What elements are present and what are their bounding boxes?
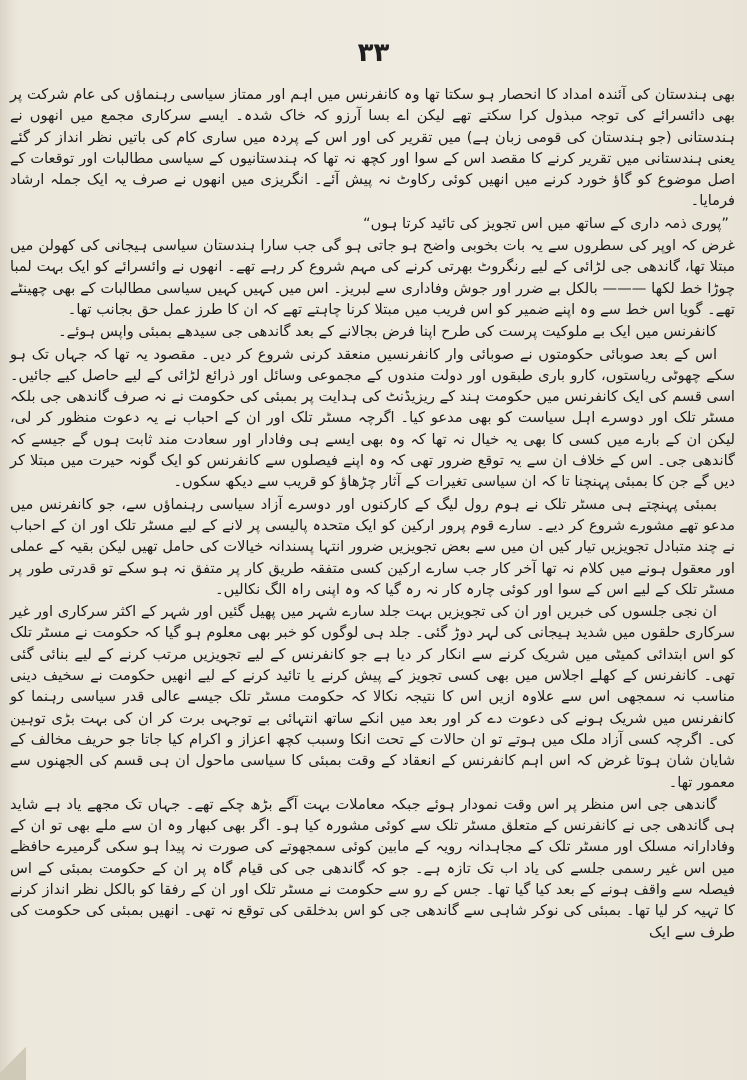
- paragraph: ان نجی جلسوں کی خبریں اور ان کی تجویزیں بہت جلد سارے شہر میں پھیل گئیں اور شہر کے اکثر سرکاری اور غیر سرکاری حلقوں میں شدید ہیجانی کی لہر دوڑ گئی۔ جلد ہی لوگوں کو خبر بھی معلوم ہو گیا کہ حکومت نے مسٹر تلک کو اس ابتدائی کمیٹی میں شریک کرنے سے انکار کر دیا ہے جو کانفرنس کے لیے تجویزیں مرتب کرنے کے لیے بنائی گئی تھی۔ کانفرنس کے کھلے اجلاس میں بھی کسی تجویز کے پیش کرنے یا تائید کرنے کے لیے انھیں حکومت نے سخیف دینی مناسب نہ سمجھی اس سے علاوہ ازیں اس کا نتیجہ نکالا کہ حکومت مسٹر تلک جیسے عالی قدر سیاسی رہنما کو کانفرنس میں شریک ہونے کی دعوت دے کر اور بعد میں انکے ساتھ انتہائی بے توجہی برت کر ان کی بہت بڑی توہین کی۔ اگرچہ کسی آزاد ملک میں ہوتے تو ان حالات کے تحت انکا وسبب کچھ اعزاز و اکرام کیا جاتا جو حریف مخالف کے شایان شان ہوتا غرض کہ اس اہم کانفرنس کے انعقاد کے وقت بمبئی کا سیاسی ماحول ان ہی قسم کی الجھنوں سے معمور تھا۔: [10, 603, 735, 791]
- page-number: ۳۳: [357, 38, 390, 68]
- paragraph: اس کے بعد صوبائی حکومتوں نے صوبائی وار کانفرنسیں منعقد کرنی شروع کر دیں۔ مقصود یہ تھا کہ جہاں تک ہو سکے چھوٹی ریاستوں، کارو باری طبقوں اور دولت مندوں کے مجموعی وسائل اور ذرائع لڑائی کے لیے حاصل کیے جائیں۔ اسی قسم کی ایک کانفرنس میں حکومت ہند کے ریزیڈنٹ کی ہدایت پر بمبئی کی حکومت نے نہ صرف گاندھی جی بلکہ مسٹر تلک اور دوسرے اہل سیاست کو بھی مدعو کیا۔ اگرچہ مسٹر تلک اور ان کے احباب نے یہ دعوت منظور کر لی، لیکن ان کے بارے میں کسی کا بھی یہ خیال نہ تھا کہ وہ بھی ایسے ہی وفادار اور سعادت مند ثابت ہوں گے جیسے کہ گاندھی جی۔ اس کے خلاف ان سے یہ توقع ضرور تھی کہ وہ اپنے فیصلوں سے کانفرنس کو ایک گونہ حیرت میں مبتلا کر دیں گے جن کا بمبئی پہنچنا تا کہ ان سیاسی تغیرات کے آثار چڑھاؤ کو قریب سے دیکھ سکوں۔: [10, 345, 735, 491]
- body-text: [10, 84, 735, 944]
- paragraph: بمبئی پہنچتے ہی مسٹر تلک نے ہوم رول لیگ کے کارکنوں اور دوسرے آزاد سیاسی رہنماؤں سے، جو کانفرنس میں مدعو تھے مشورے شروع کر دیے۔ سارے قوم پرور ارکین کو ایک متحدہ پالیسی پر لانے کے لیے مسٹر تلک اور ان کے احباب نے چند متبادل تجویزیں تیار کیں ان میں سے بعض تجویزیں ضرور انتہا پسندانہ خیالات کی حامل تھیں لیکن بقیہ کے عملی اور معقول ہونے میں کلام نہ تھا آخر کار جب سارے ارکین کسی متفقہ طریق کار پر متفق نہ ہو سکے تو قدرتی طور پر مسٹر تلک کے لیے اس کے سوا اور کوئی چارہ کار نہ رہ گیا کہ وہ اپنی راہ الگ نکالیں۔: [10, 495, 735, 598]
- paragraph: بھی ہندستان کی آئندہ امداد کا انحصار ہو سکتا تھا وہ کانفرنس میں اہم اور ممتاز سیاسی رہنماؤں کی عام شرکت پر بھی دائسرائے کی توجہ مبذول کرا سکتے تھے لیکن اے بسا آرزو کہ خاک شدہ۔ ایسے سرکاری مجمع میں انھوں نے ہندستانی (جو ہندستان کی قومی زبان ہے) میں تقریر کی اور اس کے پردہ میں ساری کام کی باتیں نظر انداز کر گئے یعنی ہندستانی میں تقریر کرنے کا مقصد اس کے سوا اور کچھ نہ تھا کہ ہندستانیوں کے سیاسی مطالبات اور توقعات کے اصل موضوع کو گاؤ خورد کرنے میں انھیں کوئی رکاوٹ نہ پیش آئے۔ انگریزی میں انھوں نے صرف یہ ایک جملہ ارشاد فرمایا۔: [10, 86, 735, 210]
- quote-paragraph: ”پوری ذمہ داری کے ساتھ میں اس تجویز کی تائید کرتا ہوں“: [363, 214, 729, 232]
- page-corner-fold: [0, 1040, 26, 1080]
- paragraph: گاندھی جی اس منظر پر اس وقت نمودار ہوئے جبکہ معاملات بہت آگے بڑھ چکے تھے۔ جہاں تک مجھے یاد ہے شاید ہی گاندھی جی نے کانفرنس کے متعلق مسٹر تلک سے کوئی مشورہ کیا ہو۔ اگر بھی کبھار وہ ان سے ملے بھی تو ان کے وفادارانہ مسلک اور مسٹر تلک کے مجاہدانہ رویہ کے مابین کوئی سمجھوتے کی صورت نہ پیدا ہو سکی گرمیرے حافظے میں اس غیر رسمی جلسے کی یاد اب تک تازہ ہے۔ جو کہ گاندھی جی کی قیام گاہ پر ان کے حکومت بمبئی کے اس فیصلہ سے واقف ہونے کے بعد کیا گیا تھا۔ جس کے رو سے حکومت نے مسٹر تلک اور ان کے رفقا کو بالکل نظر انداز کرنے کا تہیہ کر لیا تھا۔ بمبئی کی نوکر شاہی سے گاندھی جی کو اس بدخلقی کی توقع نہ تھی۔ انھیں بمبئی کی حکومت کی طرف سے ایک: [10, 795, 735, 941]
- paragraph: کانفرنس میں ایک بے ملوکیت پرست کی طرح اپنا فرض بجالانے کے بعد گاندھی جی سیدھے بمبئی واپس ہوئے۔: [58, 323, 717, 341]
- paragraph: غرض کہ اوپر کی سطروں سے یہ بات بخوبی واضح ہو جاتی ہو گی جب سارا ہندستان سیاسی ہیجانی کی کھولن میں مبتلا تھا، گاندھی جی لڑائی کے لیے رنگروٹ بھرتی کرنے کی مہم شروع کر رہے تھے۔ انھوں نے وائسرائے کو ایک بہت لمبا چوڑا خط لکھا ——— بالکل بے ضرر اور جوش وفاداری سے لبریز۔ اس میں کہیں کہیں سیاسی مطالبات کے بھی چھینٹے تھے۔ گویا اس خط سے وہ اپنے ضمیر کو اس فریب میں مبتلا کرنا چاہتے تھے کہ ان کا طرز عمل حق بجانب تھا۔: [10, 237, 735, 318]
